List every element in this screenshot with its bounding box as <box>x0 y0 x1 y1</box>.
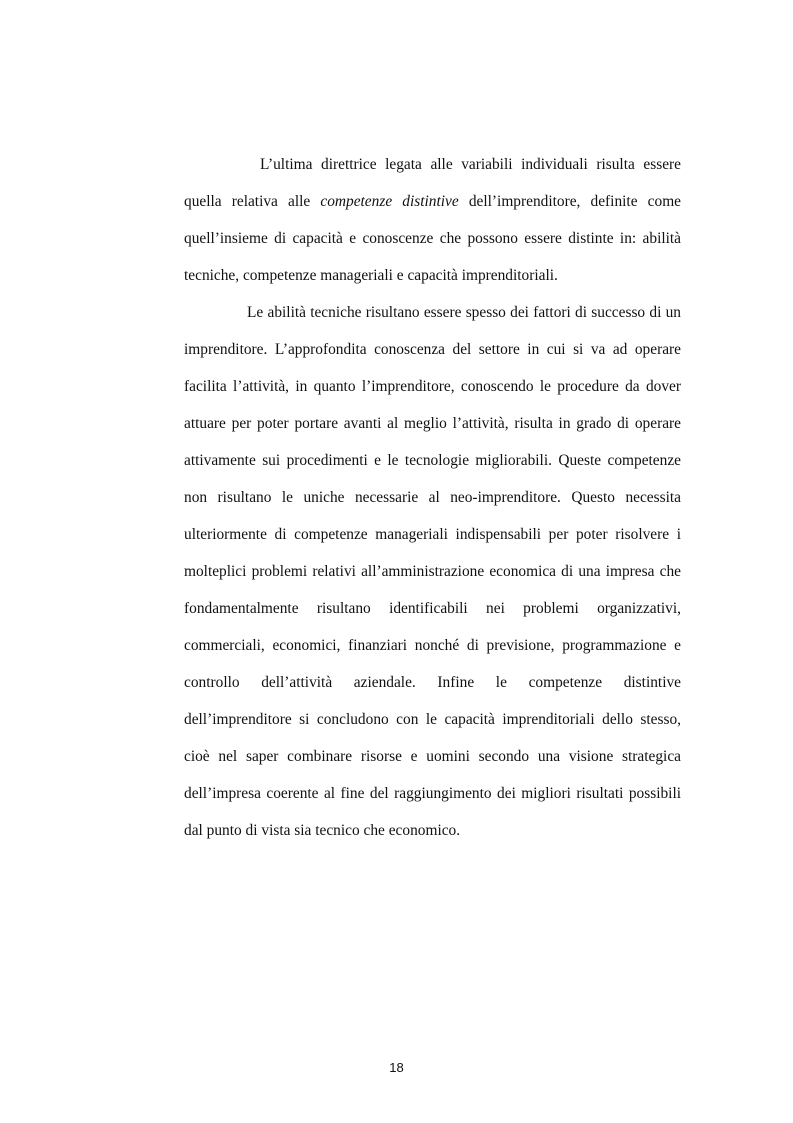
paragraph-1-tail: dell’imprenditore, definite come quell’insieme di capacità e conoscenze che possono essere distinte in: abilità tecniche, competenze manageriali e capacità imprenditoriali. <box>184 193 681 284</box>
paragraph-2: Le abilità tecniche risultano essere spesso dei fattori di successo di un imprenditore. L’approfondita conoscenza del settore in cui si va ad operare facilita l’attività, in quanto l’imprenditore, conoscendo le procedure da dover attuare per poter portare avanti al meglio l’attività, risulta in grado di operare attivamente sui procedimenti e le tecnologie migliorabili. Queste competenze non risultano le uniche necessarie al neo-imprenditore. Questo necessita ulteriormente di competenze manageriali indispensabili per poter risolvere i molteplici problemi relativi all’amministrazione economica di una impresa che fondamentalmente risultano identificabili nei problemi organizzativi, commerciali, economici, finanziari nonché di previsione, programmazione e controllo dell’attività aziendale. Infine le competenze distintive dell’imprenditore si concludono con le capacità imprenditoriali dello stesso, cioè nel saper combinare risorse e uomini secondo una visione strategica dell’impresa coerente al fine del raggiungimento dei migliori risultati possibili dal punto di vista sia tecnico che economico. <box>184 304 681 839</box>
body-text <box>184 146 681 849</box>
page-number: 18 <box>389 1060 404 1075</box>
paragraph-1-emphasis: competenze distintive <box>320 193 459 210</box>
paragraph-1-lead: L’ultima direttrice legata alle variabili individuali risulta essere quella relativa alle <box>184 156 681 210</box>
paragraph-1 <box>184 146 681 294</box>
